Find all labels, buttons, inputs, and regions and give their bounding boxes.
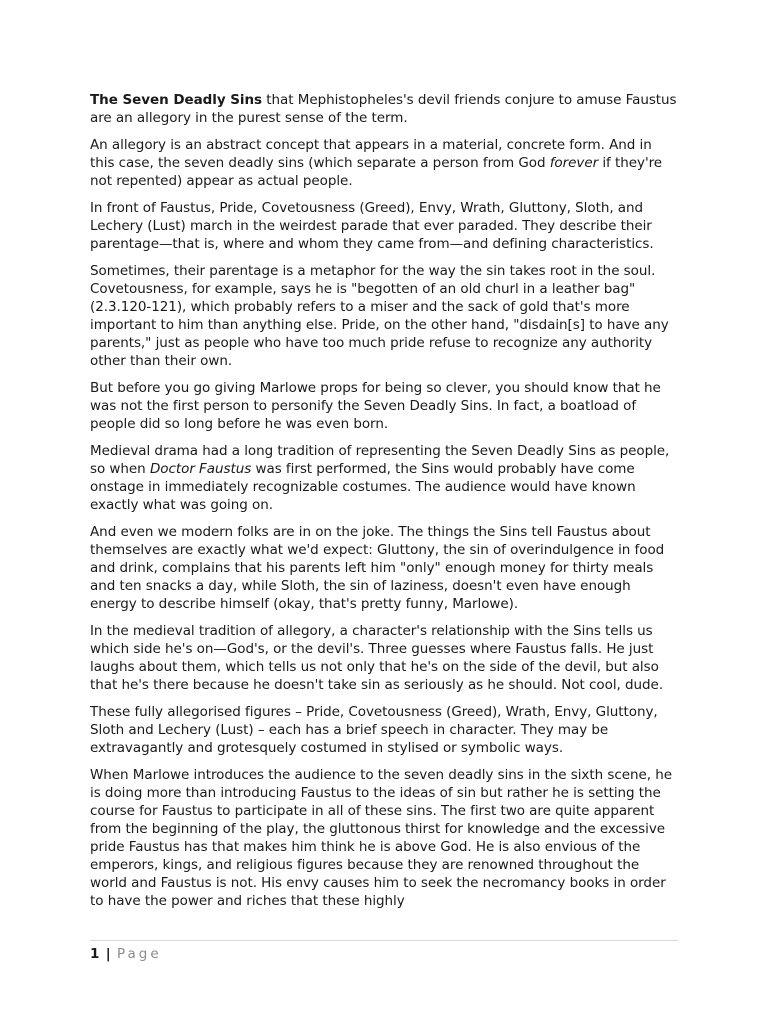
footer-separator: | xyxy=(105,946,111,962)
page-number: 1 xyxy=(90,946,100,962)
paragraph-1-text: that Mephistopheles's devil friends conjure to amuse Faustus are an allegory in the purest sense of the term. xyxy=(90,92,677,126)
page-footer xyxy=(90,940,678,963)
paragraph-4: Sometimes, their parentage is a metaphor for the way the sin takes root in the soul. Covetousness, for example, says he is "begotten of an old churl in a leather bag" (2.3.120-121), which probably refers to a miser and the sack of gold that's more important to him than anything else. Pride, on the other hand, "disdain[s] to have any parents," just as people who have too much pride refuse to recognize any authority other than their own. xyxy=(90,263,669,369)
paragraph-3: In front of Faustus, Pride, Covetousness (Greed), Envy, Wrath, Gluttony, Sloth, and Lechery (Lust) march in the weirdest parade that ever paraded. They describe their parentage—that is, where and whom they came from—and defining characteristics. xyxy=(90,200,654,252)
paragraph-6-emphasis: Doctor Faustus xyxy=(149,461,252,477)
page-label: Page xyxy=(116,946,162,962)
paragraph-7: And even we modern folks are in on the joke. The things the Sins tell Faustus about themselves are exactly what we'd expect: Gluttony, the sin of overindulgence in food and drink, complains that his parents left him "only" enough money for thirty meals and ten snacks a day, while Sloth, the sin of laziness, doesn't even have enough energy to describe himself (okay, that's pretty funny, Marlowe). xyxy=(90,524,665,612)
paragraph-6-text-a: Medieval drama had a long tradition of representing the Seven Deadly Sins as people, so when xyxy=(90,443,670,477)
paragraph-2-emphasis: forever xyxy=(549,155,599,171)
paragraph-6 xyxy=(90,442,678,514)
paragraph-2 xyxy=(90,136,678,190)
paragraph-2-text-a: An allegory is an abstract concept that appears in a material, concrete form. And in this case, the seven deadly sins (which separate a person from God xyxy=(90,137,652,171)
paragraph-1 xyxy=(90,91,678,127)
paragraph-10: When Marlowe introduces the audience to the seven deadly sins in the sixth scene, he is doing more than introducing Faustus to the ideas of sin but rather he is setting the course for Faustus to participate in all of these sins. The first two are quite apparent from the beginning of the play, the gluttonous thirst for knowledge and the excessive pride Faustus has that makes him think he is above God. He is also envious of the emperors, kings, and religious figures because they are renowned throughout the world and Faustus is not. His envy causes him to seek the necromancy books in order to have the power and riches that these highly xyxy=(90,767,672,909)
title-bold: The Seven Deadly Sins xyxy=(90,92,263,108)
paragraph-2-text-b: if they're not repented) appear as actual people. xyxy=(90,155,663,189)
paragraph-5: But before you go giving Marlowe props for being so clever, you should know that he was not the first person to personify the Seven Deadly Sins. In fact, a boatload of people did so long before he was even born. xyxy=(90,380,661,432)
paragraph-9: These fully allegorised figures – Pride, Covetousness (Greed), Wrath, Envy, Gluttony, Sloth and Lechery (Lust) – each has a brief speech in character. They may be extravagantly and grotesquely costumed in stylised or symbolic ways. xyxy=(90,704,658,756)
paragraph-8: In the medieval tradition of allegory, a character's relationship with the Sins tells us which side he's on—God's, or the devil's. Three guesses where Faustus falls. He just laughs about them, which tells us not only that he's on the side of the devil, but also that he's there because he doesn't take sin as seriously as he should. Not cool, dude. xyxy=(90,623,664,693)
paragraph-6-text-b: was first performed, the Sins would probably have come onstage in immediately recognizable costumes. The audience would have known exactly what was going on. xyxy=(90,461,636,513)
